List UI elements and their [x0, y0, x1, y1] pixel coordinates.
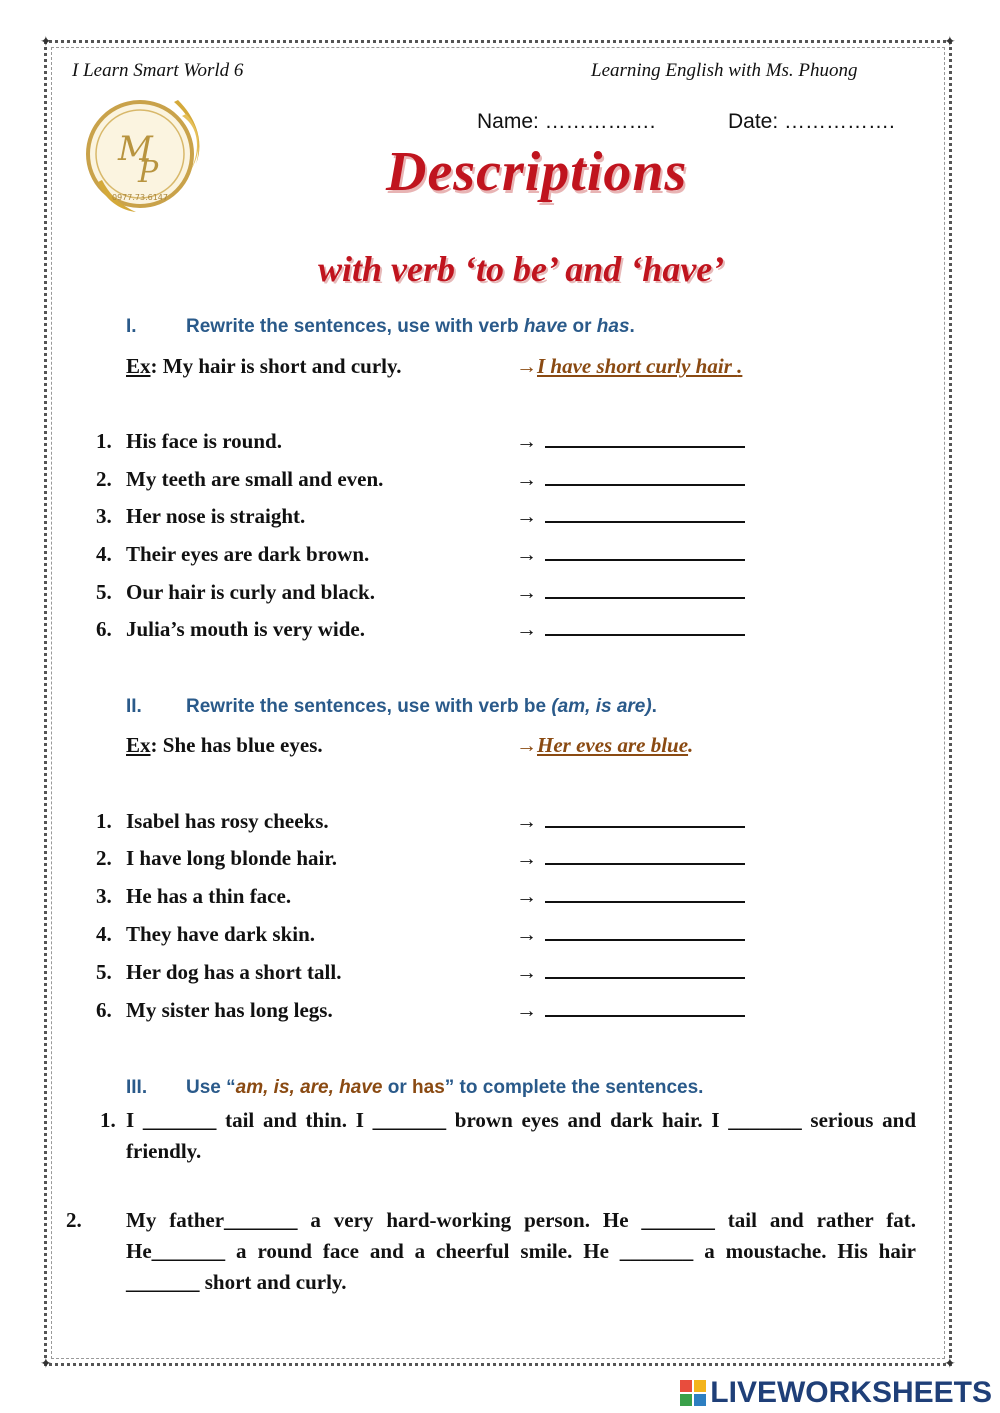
section-3-or: or [382, 1077, 413, 1098]
section-1-heading [126, 316, 635, 338]
answer-blank[interactable] [545, 923, 745, 941]
paragraph-number: 2. [66, 1208, 82, 1232]
section-3-has: has [412, 1077, 445, 1098]
brand-suffix: WORKSHEETS [776, 1376, 992, 1409]
answer-blank[interactable] [545, 505, 745, 523]
answer-blank[interactable] [545, 543, 745, 561]
corner-ornament-icon: ✦ [40, 1357, 52, 1372]
section-2-text: Rewrite the sentences, use with verb be [186, 696, 552, 717]
section-1-has: has [596, 316, 630, 337]
item-text: My teeth are small and even. [126, 467, 384, 491]
paragraph-number: 1. [100, 1108, 116, 1132]
section-3-paragraph-2[interactable] [66, 1205, 916, 1298]
example-answer-text: I have short curly hair [537, 354, 738, 378]
liveworksheets-logo[interactable] [680, 1376, 992, 1410]
paragraph-text[interactable]: My father_______ a very hard-working person. He _______ tail and rather fat. He_______ a round face and a cheerful smile. He _______ a moustache. His hair _______ short and curly. [126, 1208, 916, 1294]
corner-ornament-icon: ✦ [40, 35, 52, 50]
section-2-heading [126, 696, 657, 718]
paragraph-text[interactable]: I _______ tail and thin. I _______ brown eyes and dark hair. I _______ serious and friendly. [126, 1108, 916, 1163]
example-label: Ex [126, 354, 151, 378]
item-number: 5. [96, 580, 112, 604]
example-answer-end: . [737, 354, 743, 378]
arrow-icon: → [516, 846, 537, 870]
answer-line[interactable] [516, 809, 745, 834]
section-1-number: I. [126, 316, 137, 337]
answer-blank[interactable] [545, 961, 745, 979]
brand-prefix: LIVE [710, 1376, 777, 1409]
item-number: 5. [96, 960, 112, 984]
arrow-icon: → [516, 922, 537, 946]
section-2-paren: (am, is are) [551, 696, 652, 717]
answer-line[interactable] [516, 922, 745, 947]
section-3-text: Use “ [186, 1077, 236, 1098]
item-text: My sister has long legs. [126, 998, 333, 1022]
page-title: Descriptions [386, 141, 688, 203]
arrow-icon: → [516, 733, 537, 757]
section-1-or: or [567, 316, 597, 337]
logo [78, 86, 210, 218]
section-2-example [126, 733, 323, 758]
answer-blank[interactable] [545, 581, 745, 599]
item-number: 2. [96, 467, 112, 491]
section-2-number: II. [126, 696, 142, 717]
section-1-have: have [523, 316, 568, 337]
header-left: I Learn Smart World 6 [72, 60, 244, 81]
arrow-icon: → [516, 467, 537, 491]
list-item [96, 884, 291, 909]
answer-line[interactable] [516, 504, 745, 529]
answer-line[interactable] [516, 429, 745, 454]
item-text: I have long blonde hair. [126, 846, 338, 870]
section-3-number: III. [126, 1077, 148, 1098]
item-number: 4. [96, 542, 112, 566]
logo-phone: 0977.73.6147 [112, 193, 168, 202]
section-3-text-end: ” to complete the sentences. [444, 1077, 704, 1098]
arrow-icon: → [516, 884, 537, 908]
section-3-paragraph-1[interactable] [100, 1105, 916, 1167]
item-text: They have dark skin. [126, 922, 316, 946]
answer-line[interactable] [516, 846, 745, 871]
item-number: 3. [96, 884, 112, 908]
logo-letter-p: P [138, 155, 159, 190]
arrow-icon: → [516, 504, 537, 528]
example-answer-end: . [688, 733, 694, 757]
arrow-icon: → [516, 354, 537, 378]
answer-line[interactable] [516, 960, 745, 985]
header-right: Learning English with Ms. Phuong [591, 60, 858, 81]
section-3-heading [126, 1077, 703, 1099]
answer-blank[interactable] [545, 618, 745, 636]
answer-line[interactable] [516, 884, 745, 909]
item-number: 3. [96, 504, 112, 528]
example-sentence: : My hair is short and curly. [150, 354, 402, 378]
example-answer-text: Her eves are blue [537, 733, 689, 757]
item-text: Her nose is straight. [126, 504, 306, 528]
answer-line[interactable] [516, 467, 745, 492]
list-item [96, 617, 365, 642]
date-field[interactable]: Date: ……………. [728, 110, 895, 133]
answer-line[interactable] [516, 542, 745, 567]
example-sentence: : She has blue eyes. [150, 733, 323, 757]
list-item [96, 960, 341, 985]
item-number: 4. [96, 922, 112, 946]
list-item [96, 846, 337, 871]
list-item [96, 809, 329, 834]
answer-blank[interactable] [545, 468, 745, 486]
list-item [96, 467, 383, 492]
item-text: He has a thin face. [126, 884, 292, 908]
answer-line[interactable] [516, 998, 745, 1023]
item-number: 6. [96, 998, 112, 1022]
list-item [96, 922, 315, 947]
section-2-example-answer [516, 733, 693, 758]
arrow-icon: → [516, 617, 537, 641]
corner-ornament-icon: ✦ [944, 1357, 956, 1372]
section-1-example [126, 354, 402, 379]
example-label: Ex [126, 733, 151, 757]
arrow-icon: → [516, 809, 537, 833]
section-1-example-answer [516, 354, 742, 379]
item-number: 2. [96, 846, 112, 870]
answer-blank[interactable] [545, 999, 745, 1017]
arrow-icon: → [516, 998, 537, 1022]
list-item [96, 998, 333, 1023]
answer-blank[interactable] [545, 430, 745, 448]
name-field[interactable]: Name: ……………. [477, 110, 656, 133]
item-text: Our hair is curly and black. [126, 580, 375, 604]
page-subtitle: with verb ‘to be’ and ‘have’ [318, 249, 725, 289]
logo-emblem-icon [78, 86, 210, 218]
list-item [96, 504, 305, 529]
arrow-icon: → [516, 960, 537, 984]
section-2-dot: . [651, 696, 657, 717]
section-3-words: am, is, are, have [235, 1077, 383, 1098]
list-item [96, 542, 369, 567]
answer-blank[interactable] [545, 847, 745, 865]
item-text: Her dog has a short tall. [126, 960, 342, 984]
item-text: Isabel has rosy cheeks. [126, 809, 329, 833]
list-item [96, 429, 282, 454]
arrow-icon: → [516, 580, 537, 604]
item-number: 1. [96, 429, 112, 453]
item-number: 1. [96, 809, 112, 833]
section-1-dot: . [629, 316, 635, 337]
answer-line[interactable] [516, 617, 745, 642]
list-item [96, 580, 375, 605]
logo-letter-m: M [118, 129, 153, 169]
arrow-icon: → [516, 542, 537, 566]
answer-line[interactable] [516, 580, 745, 605]
section-1-text: Rewrite the sentences, use with verb [186, 316, 524, 337]
answer-blank[interactable] [545, 810, 745, 828]
answer-blank[interactable] [545, 885, 745, 903]
item-text: His face is round. [126, 429, 282, 453]
liveworksheets-icon [680, 1380, 706, 1406]
corner-ornament-icon: ✦ [944, 35, 956, 50]
item-number: 6. [96, 617, 112, 641]
item-text: Their eyes are dark brown. [126, 542, 370, 566]
item-text: Julia’s mouth is very wide. [126, 617, 365, 641]
arrow-icon: → [516, 429, 537, 453]
